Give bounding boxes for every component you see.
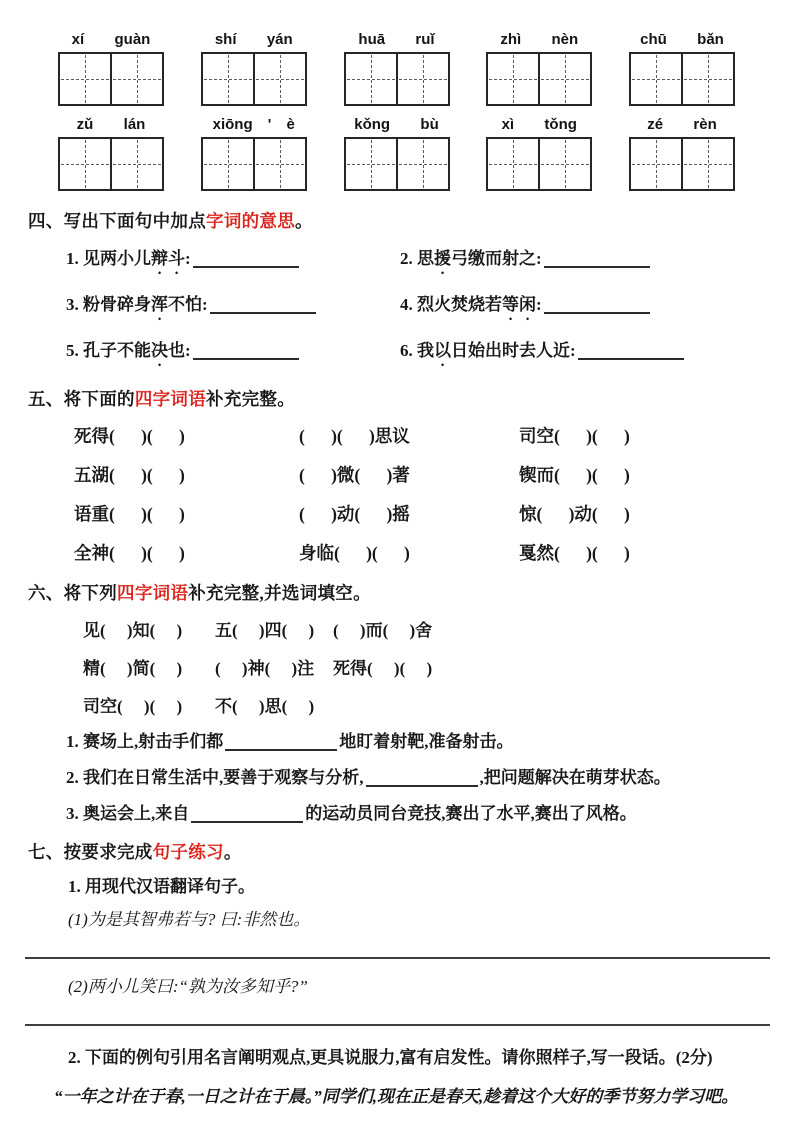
tianzige-cell: [253, 54, 305, 104]
header-text: 按要求完成: [63, 842, 153, 862]
idiom-blank-item: ( )微( )著: [299, 465, 410, 485]
tianzige-cell: [203, 139, 253, 189]
section-pinyin-grids: [28, 30, 765, 191]
section4-items: [66, 244, 765, 370]
idiom-blank-item: 身临( )( ): [299, 543, 410, 563]
sentence-text: 1. 赛场上,射击手们都: [66, 732, 224, 751]
tianzige-grid: [486, 137, 592, 191]
tianzige-cell: [60, 139, 110, 189]
idiom-blank-item: ( )动( )摇: [299, 504, 410, 524]
pinyin-row-1: [28, 30, 765, 106]
header-highlight: 字词的意思: [206, 211, 296, 231]
sentence-text: 3. 奥运会上,来自: [66, 804, 190, 823]
pinyin-group: [629, 115, 735, 191]
item-text: :: [185, 249, 191, 268]
item-text: 3. 粉骨碎身: [66, 295, 151, 314]
idiom-blank-item: ( )神( )注: [215, 659, 315, 678]
pinyin-label: chū bǎn: [640, 31, 724, 48]
idiom-blank-item: 五( )四( ): [215, 621, 315, 640]
tianzige-cell: [346, 54, 396, 104]
tianzige-cell: [681, 54, 733, 104]
pinyin-group: [629, 30, 735, 106]
definition-item: [66, 290, 400, 324]
idiom-blank-item: 司空( )( ): [519, 426, 630, 446]
instruction-text: 2. 下面的例句引用名言阐明观点,更具说服力,富有启发性。请你照样子,写一段话。(2分): [68, 1048, 713, 1067]
section-number: 四、: [28, 211, 64, 231]
idiom-blank-item: 精( )简( ): [83, 659, 183, 678]
section5-grid: [74, 423, 765, 565]
tianzige-cell: [488, 54, 538, 104]
tianzige-grid: [344, 137, 450, 191]
section-5-header: [28, 386, 765, 411]
item-text: :: [536, 295, 542, 314]
tianzige-cell: [203, 54, 253, 104]
fill-in-sentence: [66, 731, 765, 753]
section6-sentences: [66, 731, 765, 825]
dotted-word: 等闲: [502, 295, 536, 314]
item-text: 不怕:: [168, 295, 208, 314]
dotted-word: 辩斗: [151, 249, 185, 268]
pinyin-group: [344, 115, 450, 191]
definition-item: [66, 336, 400, 370]
idiom-blank-item: 五湖( )( ): [74, 465, 185, 485]
item-text: 1. 见两小儿: [66, 249, 151, 268]
tianzige-cell: [253, 139, 305, 189]
pinyin-group: [201, 115, 307, 191]
header-text: 将下列: [63, 583, 118, 603]
pinyin-label: kǒng bù: [354, 116, 439, 133]
tianzige-cell: [60, 54, 110, 104]
idiom-blank-item: 死得( )( ): [333, 659, 433, 678]
tianzige-cell: [681, 139, 733, 189]
tianzige-grid: [486, 52, 592, 106]
idiom-blank-item: 见( )知( ): [83, 621, 183, 640]
translation-sentence: (2)两小儿笑曰:“孰为汝多知乎?”: [68, 977, 308, 996]
section-number: 七、: [28, 842, 64, 862]
section-7-sentence-practice: [28, 839, 765, 1122]
item-text: 日始出时去人近:: [451, 341, 576, 360]
pinyin-group: [486, 115, 592, 191]
section-7-header: [28, 839, 765, 864]
item-text: 弓缴而射之:: [451, 249, 542, 268]
pinyin-label: xiōng ' è: [212, 116, 295, 133]
sentence-text: ,把问题解决在萌芽状态。: [479, 768, 671, 787]
header-highlight: 句子练习: [152, 842, 224, 862]
definition-item: [400, 290, 765, 324]
pinyin-row-2: [28, 115, 765, 191]
tianzige-cell: [631, 139, 681, 189]
idiom-blank-item: 不( )思( ): [215, 697, 315, 716]
tianzige-cell: [396, 54, 448, 104]
pinyin-label: xì tǒng: [501, 116, 577, 133]
idiom-blank-item: ( )( )思议: [299, 426, 410, 446]
sentence-text: 的运动员同台竞技,赛出了水平,赛出了风格。: [305, 804, 637, 823]
pinyin-label: huā ruǐ: [358, 31, 435, 48]
item-text: 2. 思: [400, 249, 434, 268]
answer-blank: [193, 264, 299, 268]
tianzige-cell: [631, 54, 681, 104]
example-paragraph: “一年之计在于春,一日之计在于晨。”同学们,现在正是春天,趁着这个大好的季节努力学习吧。: [54, 1087, 739, 1106]
section-4-header: [28, 208, 765, 233]
tianzige-grid: [201, 52, 307, 106]
dotted-word: 决: [151, 341, 168, 360]
tianzige-grid: [344, 52, 450, 106]
sentence-text: 2. 我们在日常生活中,要善于观察与分析,: [66, 768, 364, 787]
item-text: 4. 烈火焚烧若: [400, 295, 502, 314]
dotted-word: 浑: [151, 295, 168, 314]
definition-item: [400, 244, 765, 278]
tianzige-cell: [488, 139, 538, 189]
answer-line: [25, 957, 770, 959]
section-4-word-meanings: [28, 208, 765, 370]
header-tail: 补充完整,并选词填空。: [188, 583, 371, 603]
tianzige-cell: [396, 139, 448, 189]
fill-in-sentence: [66, 803, 765, 825]
definition-item: [400, 336, 765, 370]
idiom-blank-item: 死得( )( ): [74, 426, 185, 446]
idiom-empty-cell: [333, 692, 765, 717]
idiom-blank-item: ( )而( )舍: [333, 621, 433, 640]
instruction-text: 1. 用现代汉语翻译句子。: [68, 877, 255, 896]
idiom-blank-item: 全神( )( ): [74, 543, 185, 563]
tianzige-grid: [629, 137, 735, 191]
header-tail: 。: [295, 211, 313, 231]
answer-blank: [544, 310, 650, 314]
pinyin-group: [344, 30, 450, 106]
tianzige-cell: [538, 139, 590, 189]
translation-sentence: (1)为是其智弗若与? 曰:非然也。: [68, 910, 311, 929]
tianzige-grid: [58, 52, 164, 106]
idiom-blank-item: 语重( )( ): [74, 504, 185, 524]
tianzige-cell: [538, 54, 590, 104]
section7-body: [28, 876, 765, 1122]
tianzige-grid: [201, 137, 307, 191]
answer-blank: [191, 819, 303, 823]
sentence-text: 地盯着射靶,准备射击。: [339, 732, 514, 751]
section-6-idiom-fill: [28, 580, 765, 825]
section6-grid: [83, 616, 765, 717]
answer-blank: [366, 783, 478, 787]
item-text: 也:: [168, 341, 191, 360]
header-text: 写出下面句中加点: [63, 211, 207, 231]
tianzige-grid: [629, 52, 735, 106]
section-5-idiom-completion: [28, 386, 765, 565]
definition-item: [66, 244, 400, 278]
fill-in-sentence: [66, 767, 765, 789]
pinyin-group: [58, 115, 164, 191]
pinyin-group: [201, 30, 307, 106]
header-highlight: 四字词语: [134, 389, 207, 409]
tianzige-cell: [346, 139, 396, 189]
answer-blank: [193, 356, 299, 360]
tianzige-cell: [110, 139, 162, 189]
section-number: 五、: [28, 389, 64, 409]
tianzige-cell: [110, 54, 162, 104]
idiom-blank-item: 戛然( )( ): [519, 543, 630, 563]
answer-blank: [578, 356, 684, 360]
header-highlight: 四字词语: [117, 583, 189, 603]
pinyin-label: zhì nèn: [500, 31, 579, 48]
dotted-word: 以: [434, 341, 451, 360]
answer-blank: [225, 747, 337, 751]
item-text: 6. 我: [400, 341, 434, 360]
tianzige-grid: [58, 137, 164, 191]
pinyin-label: xí guàn: [71, 31, 151, 48]
answer-blank: [210, 310, 316, 314]
answer-line: [25, 1024, 770, 1026]
answer-blank: [544, 264, 650, 268]
idiom-blank-item: 惊( )动( ): [519, 504, 630, 524]
pinyin-label: zé rèn: [647, 116, 717, 133]
pinyin-label: zǔ lán: [76, 116, 146, 133]
idiom-blank-item: 司空( )( ): [83, 697, 183, 716]
section-6-header: [28, 580, 765, 605]
pinyin-group: [58, 30, 164, 106]
pinyin-group: [486, 30, 592, 106]
idiom-blank-item: 锲而( )( ): [519, 465, 630, 485]
header-text: 将下面的: [63, 389, 135, 409]
header-tail: 补充完整。: [206, 389, 296, 409]
section-number: 六、: [28, 583, 64, 603]
item-text: 5. 孔子不能: [66, 341, 151, 360]
dotted-word: 援: [434, 249, 451, 268]
pinyin-label: shí yán: [214, 31, 293, 48]
header-tail: 。: [223, 842, 242, 862]
